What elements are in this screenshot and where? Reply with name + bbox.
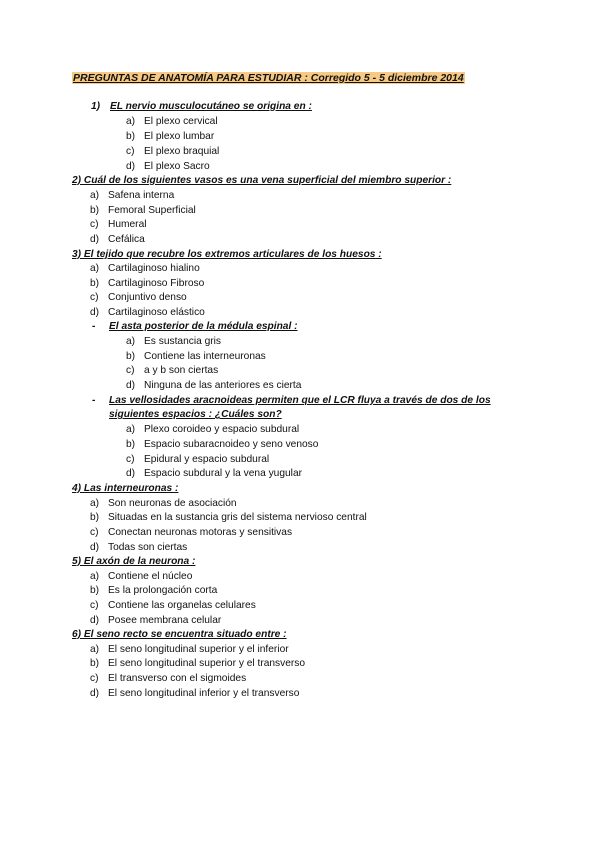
option-letter: c) bbox=[90, 292, 99, 303]
option-letter: a) bbox=[90, 571, 100, 582]
option-text: El plexo braquial bbox=[144, 146, 220, 157]
sub1-question: El asta posterior de la médula espinal : bbox=[109, 321, 298, 332]
option-letter: b) bbox=[90, 658, 100, 669]
option-text: Cefálica bbox=[108, 234, 145, 245]
q5-question: 5) El axón de la neurona : bbox=[72, 556, 196, 567]
option-text: Epidural y espacio subdural bbox=[144, 454, 270, 465]
page-title: PREGUNTAS DE ANATOMÍA PARA ESTUDIAR : Corregido 5 - 5 diciembre 2014 bbox=[73, 72, 464, 84]
option-text: Contiene las organelas celulares bbox=[108, 600, 256, 611]
option-text: El plexo lumbar bbox=[144, 131, 215, 142]
option-letter: a) bbox=[90, 190, 100, 201]
option-text: El plexo Sacro bbox=[144, 161, 210, 172]
sub2-option-c bbox=[126, 454, 269, 465]
q2-option-c bbox=[90, 219, 147, 230]
option-text: Ninguna de las anteriores es cierta bbox=[144, 380, 302, 391]
option-letter: b) bbox=[90, 205, 100, 216]
q5-option-c bbox=[90, 600, 256, 611]
sub1-option-c bbox=[126, 365, 218, 376]
option-text: Situadas en la sustancia gris del sistema nervioso central bbox=[108, 512, 367, 523]
option-text: Espacio subdural y la vena yugular bbox=[144, 468, 303, 479]
option-text: Cartilaginoso hialino bbox=[108, 263, 200, 274]
option-letter: d) bbox=[90, 234, 100, 245]
option-text: Contiene las interneuronas bbox=[144, 351, 266, 362]
q4-question: 4) Las interneuronas : bbox=[72, 483, 179, 494]
option-letter: b) bbox=[90, 585, 100, 596]
option-letter: d) bbox=[90, 615, 100, 626]
option-letter: c) bbox=[126, 365, 135, 376]
q1-option-b bbox=[126, 131, 214, 142]
option-letter: d) bbox=[126, 468, 136, 479]
sub1-option-a bbox=[126, 336, 221, 347]
option-text: Posee membrana celular bbox=[108, 615, 222, 626]
option-letter: c) bbox=[126, 454, 135, 465]
q2-option-d bbox=[90, 234, 145, 245]
q3-option-c bbox=[90, 292, 187, 303]
q2-option-a bbox=[90, 190, 174, 201]
option-text: Femoral Superficial bbox=[108, 205, 196, 216]
option-letter: a) bbox=[126, 336, 136, 347]
sub2-question-line1: Las vellosidades aracnoideas permiten que el LCR fluya a través de dos de los bbox=[109, 395, 491, 406]
option-text: Conjuntivo denso bbox=[108, 292, 187, 303]
q4-option-d bbox=[90, 542, 187, 553]
option-text: Plexo coroideo y espacio subdural bbox=[144, 424, 300, 435]
q1-number: 1) bbox=[91, 101, 101, 112]
option-text: Cartilaginoso Fibroso bbox=[108, 278, 205, 289]
option-text: Safena interna bbox=[108, 190, 175, 201]
option-text: Conectan neuronas motoras y sensitivas bbox=[108, 527, 293, 538]
option-letter: d) bbox=[90, 307, 100, 318]
option-letter: a) bbox=[90, 263, 100, 274]
option-letter: a) bbox=[90, 498, 100, 509]
q1-option-c bbox=[126, 146, 219, 157]
q6-option-c bbox=[90, 673, 246, 684]
option-letter: d) bbox=[126, 380, 136, 391]
q5-option-d bbox=[90, 615, 221, 626]
q4-option-b bbox=[90, 512, 367, 523]
option-text: El seno longitudinal inferior y el transverso bbox=[108, 688, 300, 699]
option-text: Es sustancia gris bbox=[144, 336, 222, 347]
option-letter: c) bbox=[90, 219, 99, 230]
q2-option-b bbox=[90, 205, 196, 216]
option-letter: c) bbox=[126, 146, 135, 157]
option-text: Es la prolongación corta bbox=[108, 585, 218, 596]
q4-option-a bbox=[90, 498, 237, 509]
option-letter: c) bbox=[90, 600, 99, 611]
option-letter: d) bbox=[90, 542, 100, 553]
option-letter: d) bbox=[90, 688, 100, 699]
sub2-question-line2: siguientes espacios : ¿Cuáles son? bbox=[109, 409, 282, 420]
q6-option-a bbox=[90, 644, 289, 655]
bullet-dash: - bbox=[92, 321, 96, 332]
option-letter: c) bbox=[90, 527, 99, 538]
sub2-option-b bbox=[126, 439, 318, 450]
q1-option-d bbox=[126, 161, 210, 172]
q1-question: EL nervio musculocutáneo se origina en : bbox=[110, 101, 312, 112]
option-letter: b) bbox=[90, 512, 100, 523]
bullet-dash: - bbox=[92, 395, 96, 406]
option-text: El plexo cervical bbox=[144, 116, 218, 127]
q1-option-a bbox=[126, 116, 218, 127]
option-letter: d) bbox=[126, 161, 136, 172]
option-text: Espacio subaracnoideo y seno venoso bbox=[144, 439, 319, 450]
option-letter: b) bbox=[90, 278, 100, 289]
option-letter: c) bbox=[90, 673, 99, 684]
option-letter: b) bbox=[126, 131, 136, 142]
option-text: Humeral bbox=[108, 219, 147, 230]
option-text: Todas son ciertas bbox=[108, 542, 188, 553]
sub2-option-d bbox=[126, 468, 302, 479]
q6-question: 6) El seno recto se encuentra situado entre : bbox=[72, 629, 287, 640]
option-text: El seno longitudinal superior y el inferior bbox=[108, 644, 289, 655]
option-text: Son neuronas de asociación bbox=[108, 498, 237, 509]
option-text: a y b son ciertas bbox=[144, 365, 219, 376]
q6-option-b bbox=[90, 658, 305, 669]
q4-option-c bbox=[90, 527, 292, 538]
q3-option-b bbox=[90, 278, 204, 289]
option-letter: a) bbox=[126, 116, 136, 127]
option-text: Cartilaginoso elástico bbox=[108, 307, 205, 318]
option-letter: a) bbox=[126, 424, 136, 435]
q3-question: 3) El tejido que recubre los extremos articulares de los huesos : bbox=[72, 249, 382, 260]
option-letter: a) bbox=[90, 644, 100, 655]
q3-option-a bbox=[90, 263, 200, 274]
q6-option-d bbox=[90, 688, 299, 699]
sub2-option-a bbox=[126, 424, 299, 435]
q3-option-d bbox=[90, 307, 205, 318]
q5-option-b bbox=[90, 585, 217, 596]
option-letter: b) bbox=[126, 439, 136, 450]
sub1-option-d bbox=[126, 380, 301, 391]
option-text: El transverso con el sigmoides bbox=[108, 673, 247, 684]
option-letter: b) bbox=[126, 351, 136, 362]
sub1-option-b bbox=[126, 351, 266, 362]
q5-option-a bbox=[90, 571, 192, 582]
q2-question: 2) Cuál de los siguientes vasos es una vena superficial del miembro superior : bbox=[72, 175, 452, 186]
option-text: Contiene el núcleo bbox=[108, 571, 193, 582]
option-text: El seno longitudinal superior y el transverso bbox=[108, 658, 306, 669]
